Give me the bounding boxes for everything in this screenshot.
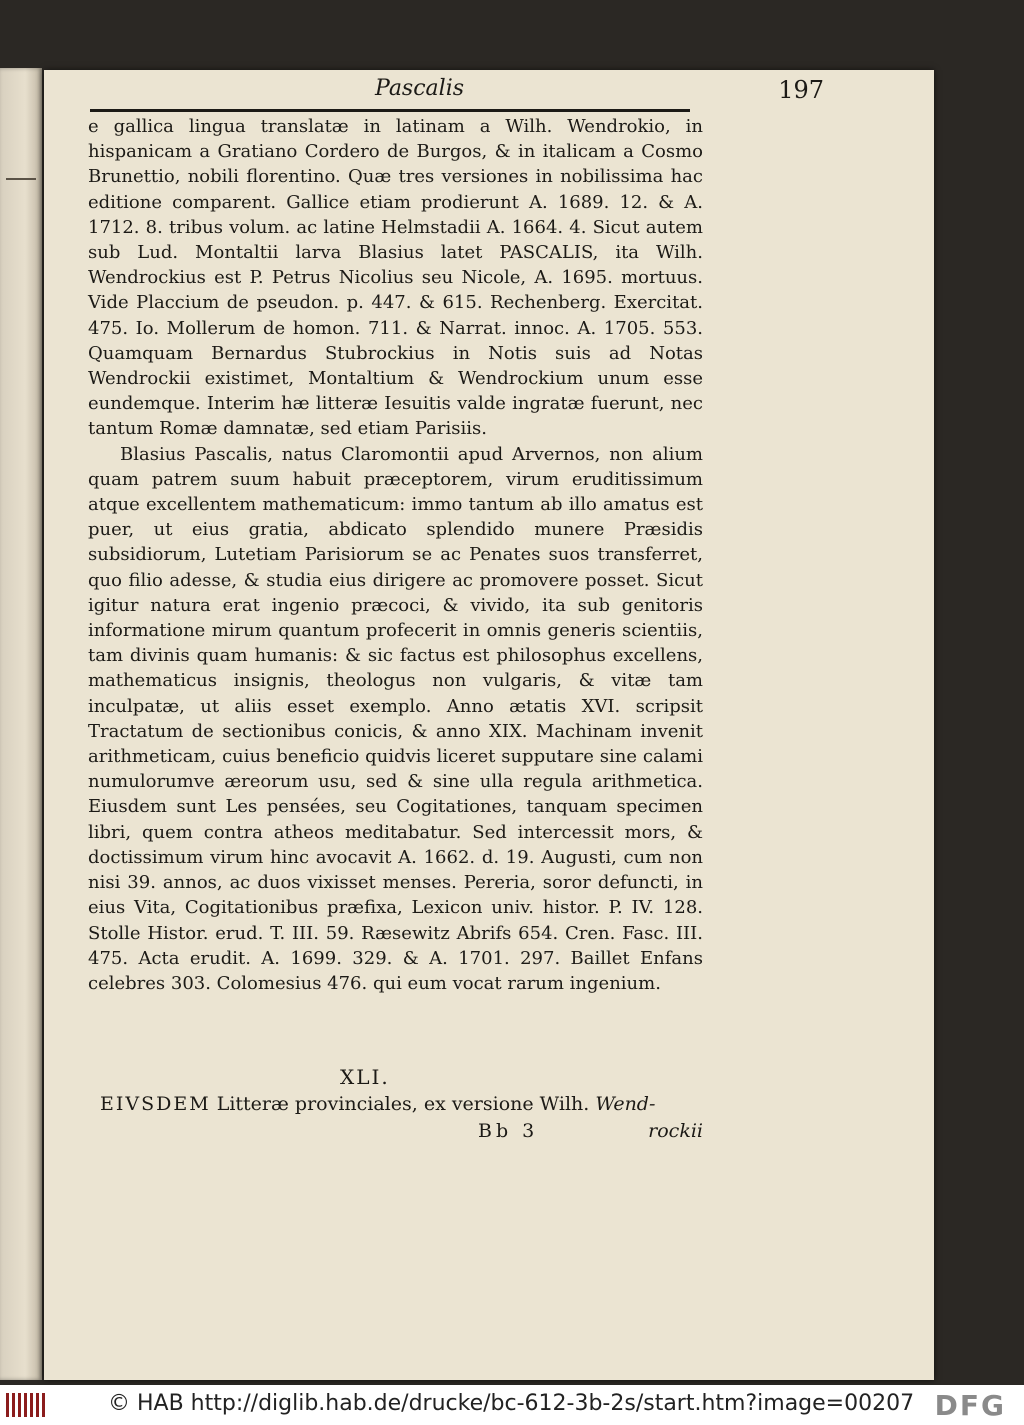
catchword-line (100, 1120, 703, 1146)
signature-mark: Bb 3 (478, 1120, 539, 1142)
header-rule (90, 109, 690, 112)
section-number: XLI. (340, 1065, 390, 1089)
entry-text: Litteræ provinciales, ex versione Wilh. (210, 1093, 596, 1115)
running-title: Pascalis (375, 76, 465, 101)
page-header (90, 76, 824, 106)
page-number: 197 (778, 76, 824, 104)
entry-caps: EIVSDEM (100, 1093, 211, 1115)
previous-page-edge (0, 68, 42, 1380)
entry-italic: Wend- (595, 1093, 656, 1115)
previous-page-rule (6, 178, 36, 180)
entry-heading (100, 1093, 703, 1115)
viewer-footer (0, 1385, 1024, 1425)
source-link[interactable]: © HAB http://diglib.hab.de/drucke/bc-612-3b-2s/start.htm?image=00207 (108, 1391, 915, 1416)
paragraph-1: e gallica lingua translatæ in latinam a Wilh. Wendrokio, in hispanicam a Gratiano Cordero de Burgos, & in italicam a Cosmo Brunettio, nobili florentino. Quæ tres versiones in nobilissima hac editione comparent. Gallice etiam prodierunt A. 1689. 12. & A. 1712. 8. tribus volum. ac latine Helmstadii A. 1664. 4. Sicut autem sub Lud. Montaltii larva Blasius latet PASCALIS, ita Wilh. Wendrockius est P. Petrus Nicolius seu Nicole, A. 1695. mortuus. Vide Placcium de pseudon. p. 447. & 615. Rechenberg. Exercitat. 475. Io. Mollerum de homon. 711. & Narrat. innoc. A. 1705. 553. Quamquam Bernardus Stubrockius in Notis suis ad Notas Wendrockii existimet, Montaltium & Wendrockium unum esse eundemque. Interim hæ litteræ Iesuitis valde ingratæ fuerunt, nec tantum Romæ damnatæ, sed etiam Parisiis. (88, 116, 703, 440)
paragraph-2: Blasius Pascalis, natus Claromontii apud Arvernos, non alium quam patrem suum habuit præceptorem, virum eruditissimum atque excellentem mathematicum: immo tantum ab illo amatus est puer, ut eius gratia, abdicato splendido munere Præsidis subsidiorum, Lutetiam Parisiorum se ac Penates suos transferret, quo filio adesse, & studia eius dirigere ac promovere posset. Sicut igitur natura erat ingenio præcoci, & vivido, ita sub genitoris informatione mirum quantum profecerit in omnis generis scientiis, tam divinis quam humanis: & sic factus est philosophus excellens, mathematicus insignis, theologus non vulgaris, & vitæ tam inculpatæ, ut aliis esset exemplo. Anno ætatis XVI. scripsit Tractatum de sectionibus conicis, & anno XIX. Machinam invenit arithmeticam, cuius beneficio quidvis liceret supputare sine calami numulorumve æreorum usu, sed & sine ulla regula arithmetica. Eiusdem sunt Les pensées, seu Cogitationes, tanquam specimen libri, quem contra atheos meditabatur. Sed intercessit mors, & doctissimum virum hinc avocavit A. 1662. d. 19. Augusti, cum non nisi 39. annos, ac duos vixisset menses. Pereria, soror defuncti, in eius Vita, Cogitationibus præfixa, Lexicon univ. histor. P. IV. 128. Stolle Histor. erud. T. III. 59. Ræsewitz Abrifs 654. Cren. Fasc. III. 475. Acta erudit. A. 1699. 329. & A. 1701. 297. Baillet Enfans celebres 303. Colomesius 476. qui eum vocat rarum ingenium. (88, 443, 703, 994)
catchword: rockii (648, 1120, 703, 1142)
dfg-logo: DFG (934, 1389, 1006, 1422)
hab-logo-icon (6, 1393, 48, 1417)
body-text (88, 114, 703, 996)
